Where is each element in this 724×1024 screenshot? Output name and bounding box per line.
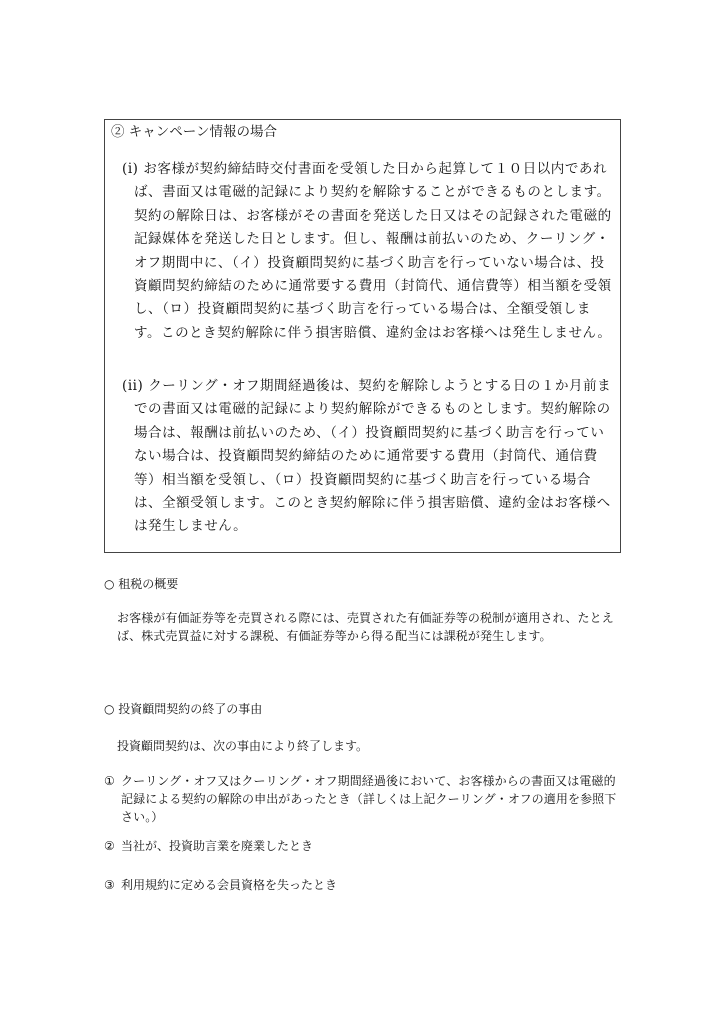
campaign-item-i	[122, 158, 614, 345]
item-text: クーリング・オフ期間経過後は、契約を解除しようとする日の１か月前までの書面又は電磁的記録により契約解除ができるものとします。契約解除の場合は、報酬は前払いのため、（イ）投資顧問契約に基づく助言を行っていない場合は、投資顧問契約締結のために通常要する費用（封筒代、通信費等）相当額を受領し、（ロ）投資顧問契約に基づく助言を行っている場合は、全額受領します。このとき契約解除に伴う損害賠償、違約金はお客様へは発生しません。	[134, 378, 612, 535]
item-marker: (i)	[122, 161, 139, 177]
tax-overview-body: お客様が有価証券等を売買される際には、売買された有価証券等の税制が適用され、たとえば、株式売買益に対する課税、有価証券等から得る配当には課税が発生します。	[117, 611, 614, 643]
termination-reason-3	[104, 876, 622, 894]
reason-marker: ①	[104, 774, 115, 788]
reason-marker: ②	[104, 839, 115, 853]
reason-marker: ③	[104, 878, 115, 892]
tax-overview-heading: ○ 租税の概要	[104, 577, 179, 591]
reason-text: クーリング・オフ又はクーリング・オフ期間経過後において、お客様からの書面又は電磁的記録による契約の解除の申出があったとき（詳しくは上記クーリング・オフの適用を参照下さい。）	[121, 774, 617, 824]
termination-reason-1	[104, 772, 622, 826]
termination-heading: ○ 投資顧問契約の終了の事由	[104, 702, 263, 716]
termination-reason-2	[104, 837, 622, 855]
termination-intro: 投資顧問契約は、次の事由により終了します。	[117, 739, 369, 753]
item-marker: (ii)	[122, 378, 144, 394]
reason-text: 利用規約に定める会員資格を失ったとき	[121, 878, 338, 892]
item-text: お客様が契約締結時交付書面を受領した日から起算して１０日以内であれば、書面又は電磁的記録により契約を解除することができるものとします。契約の解除日は、お客様がその書面を発送した日又はその記録された電磁的記録媒体を発送した日とします。但し、報酬は前払いのため、クーリング・オフ期間中に、（イ）投資顧問契約に基づく助言を行っていない場合は、投資顧問契約締結のために通常要する費用（封筒代、通信費等）相当額を受領し、（ロ）投資顧問契約に基づく助言を行っている場合は、全額受領します。このとき契約解除に伴う損害賠償、違約金はお客様へは発生しません。	[134, 161, 612, 341]
campaign-info-box	[104, 119, 621, 553]
campaign-item-ii	[122, 375, 614, 539]
reason-text: 当社が、投資助言業を廃業したとき	[121, 839, 314, 853]
campaign-box-title: ② キャンペーン情報の場合	[111, 124, 278, 140]
